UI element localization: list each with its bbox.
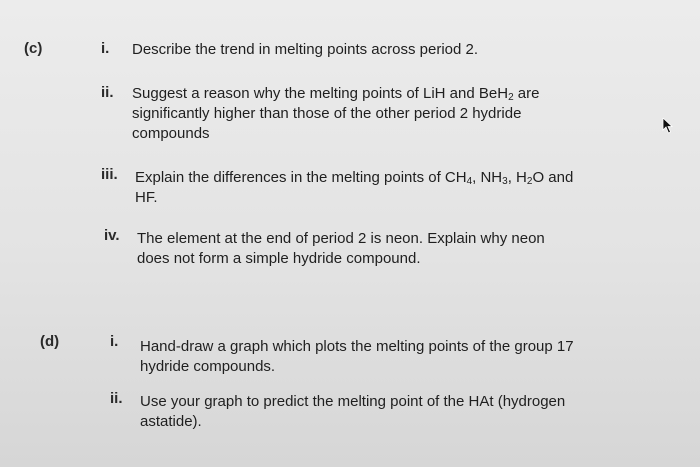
part-c-ii-text: [132, 84, 539, 144]
question-line: astatide).: [140, 413, 202, 430]
part-d-i-numeral: i.: [110, 333, 119, 350]
part-d-ii-text: [140, 392, 565, 432]
question-line: Suggest a reason why the melting points of LiH and BeH$_2$ are: [132, 85, 540, 103]
question-line: Explain the differences in the melting points of $CH_4$, $NH_3$, $H_2O$ and: [135, 169, 574, 187]
part-c-ii-numeral: ii.: [101, 84, 114, 101]
part-c-label: (c): [24, 40, 43, 57]
part-d-i-text: [140, 337, 574, 377]
question-line: The element at the end of period 2 is neon. Explain why neon: [137, 230, 545, 247]
question-line: Use your graph to predict the melting point of the HAt (hydrogen: [140, 393, 566, 410]
question-line: Describe the trend in melting points across period 2.: [132, 41, 479, 58]
mouse-pointer-icon: [661, 118, 673, 134]
question-line: HF.: [135, 189, 158, 206]
part-d-label: (d): [40, 333, 60, 350]
part-c-iv-text: [137, 229, 545, 269]
question-line: hydride compounds.: [140, 358, 276, 375]
question-line: does not form a simple hydride compound.: [137, 250, 421, 267]
part-c-i-text: [132, 40, 478, 60]
question-line: significantly higher than those of the other period 2 hydride: [132, 105, 522, 122]
part-c-iii-numeral: iii.: [101, 166, 118, 183]
part-c-i-numeral: i.: [101, 40, 110, 57]
part-c-iv-numeral: iv.: [104, 227, 120, 244]
part-c-iii-text: [135, 168, 573, 208]
question-line: Hand-draw a graph which plots the melting points of the group 17: [140, 338, 574, 355]
part-d-ii-numeral: ii.: [110, 390, 123, 407]
question-line: compounds: [132, 125, 210, 142]
